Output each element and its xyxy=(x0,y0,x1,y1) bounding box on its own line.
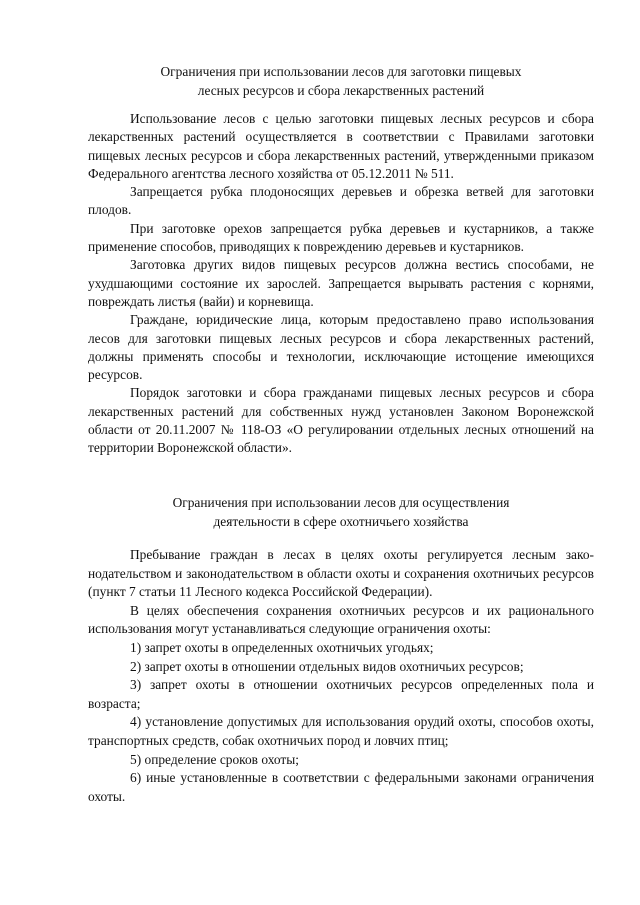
list-item: 2) запрет охоты в отношении отдельных видов охотничьих ресурсов; xyxy=(130,658,524,674)
list-item: 4) установление допустимых для использования орудий охоты, способов охоты, транспортных средств, собак охотничьих пород и ловчих птиц; xyxy=(88,714,594,748)
section-food-resources xyxy=(88,110,594,458)
list-item: 3) запрет охоты в отношении охотничьих ресурсов определенных пола и возраста; xyxy=(88,677,594,711)
list-item: 6) иные установленные в соответствии с федеральными законами ограничения охоты. xyxy=(88,770,594,804)
paragraph: При заготовке орехов запрещается рубка деревьев и кустарников, а также применение способов, приводящих к повреждению деревьев и кустарников. xyxy=(88,220,594,255)
paragraph: Использование лесов с целью заготовки пищевых лесных ресурсов и сбора лекарственных растений осуществляется в соответствии с Правилами заготовки пищевых лесных ресурсов и сбора лекарственных растений, утвержденными приказом Федерального агентства лесного хозяйства от 05.12.2011 № 511. xyxy=(88,111,594,181)
heading-line: деятельности в сфере охотничьего хозяйства xyxy=(213,514,469,529)
paragraph: Запрещается рубка плодоносящих деревьев и обрезка ветвей для заготовки плодов. xyxy=(88,184,594,218)
list-item: 5) определение сроков охоты; xyxy=(130,751,299,767)
paragraph: Пребывание граждан в лесах в целях охоты регулируется лесным законодательством и законодательством в области охоты и сохранения охотничьих ресурсов (пункт 7 статьи 11 Лесного кодекса Российской Федерации). xyxy=(88,547,594,600)
section-hunting xyxy=(88,546,594,806)
section-heading-food-resources xyxy=(88,62,594,100)
heading-line: Ограничения при использовании лесов для осуществления xyxy=(172,495,510,510)
paragraph: Граждане, юридические лица, которым предоставлено право использования лесов для заготовки пищевых лесных ресурсов и сбора лекарственных растений, должны применять способы и технологии, исключающие истощение имеющихся ресурсов. xyxy=(88,312,594,383)
heading-line: Ограничения при использовании лесов для заготовки пищевых xyxy=(160,64,522,79)
paragraph: Заготовка других видов пищевых ресурсов должна вестись способами, не ухудшающими состояние их зарослей. Запрещается вырывать растения с корнями, повреждать листья (вайи) и корневища. xyxy=(88,257,594,309)
heading-line: лесных ресурсов и сбора лекарственных растений xyxy=(197,83,485,98)
paragraph: В целях обеспечения сохранения охотничьих ресурсов и их рационального использования могут устанавливаться следующие ограничения охоты: xyxy=(88,602,594,637)
list-item: 1) запрет охоты в определенных охотничьих угодьях; xyxy=(130,639,434,655)
paragraph: Порядок заготовки и сбора гражданами пищевых лесных ресурсов и сбора лекарственных растений для собственных нужд установлен Законом Воронежской области от 20.11.2007 № 118-ОЗ «О регулировании отдельных лесных отношений на территории Воронежской области». xyxy=(88,385,594,456)
section-heading-hunting xyxy=(88,493,594,531)
